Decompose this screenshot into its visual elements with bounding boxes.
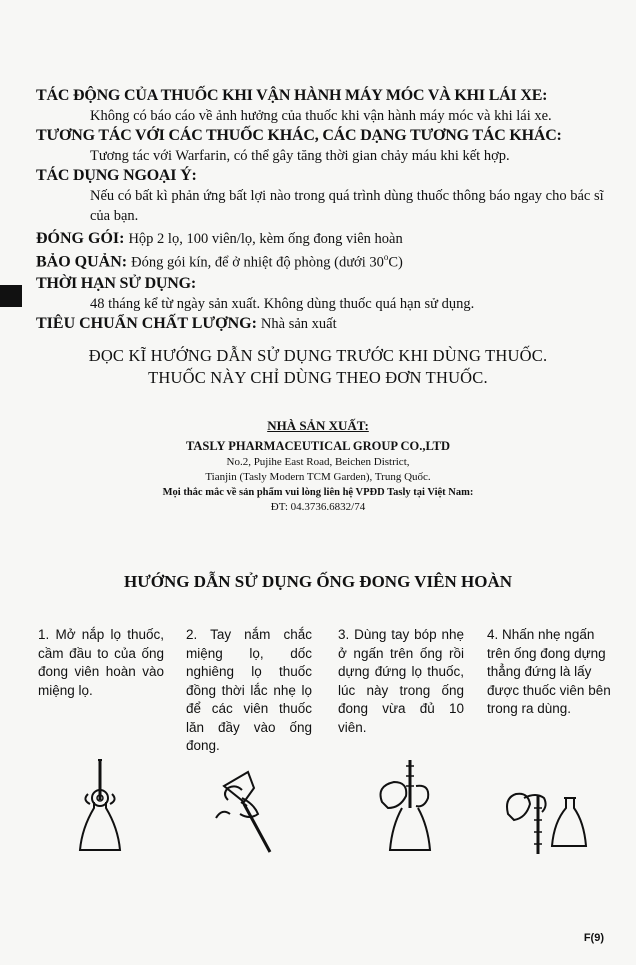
section-body: 48 tháng kể từ ngày sản xuất. Không dùng thuốc quá hạn sử dụng. xyxy=(90,296,475,312)
step-3-squeeze-illustration xyxy=(372,758,442,858)
section-body: Hộp 2 lọ, 100 viên/lọ, kèm ống đong viên hoàn xyxy=(128,231,403,247)
section-heading: TÁC DỤNG NGOẠI Ý: xyxy=(36,167,197,184)
warning-notice-line1: ĐỌC KĨ HƯỚNG DẪN SỬ DỤNG TRƯỚC KHI DÙNG THUỐC. xyxy=(88,346,548,365)
section-side-effects xyxy=(36,166,626,226)
guide-title: HƯỚNG DẪN SỬ DỤNG ỐNG ĐONG VIÊN HOÀN xyxy=(123,572,513,591)
section-heading: THỜI HẠN SỬ DỤNG: xyxy=(36,275,197,292)
edge-marker xyxy=(0,285,22,307)
manufacturer-contact: Mọi thắc mắc về sản phẩm vui lòng liên hệ VPĐD Tasly tại Việt Nam: xyxy=(162,487,474,498)
degree-sup: o xyxy=(383,252,389,262)
manufacturer-block xyxy=(0,418,636,515)
step-2-tilt-illustration xyxy=(214,758,284,858)
guide-step-2: 2. Tay nắm chắc miệng lọ, dốc nghiêng lọ thuốc đồng thời lắc nhẹ lọ để các viên thuốc lăn đầy vào ống đong. xyxy=(186,627,312,753)
manufacturer-phone: ĐT: 04.3736.6832/74 xyxy=(270,501,366,513)
step-4-dispense-illustration xyxy=(502,758,592,858)
guide-step-4: 4. Nhấn nhẹ ngấn trên ống đong dựng thẳng đứng là lấy được thuốc viên bên trong ra dùng. xyxy=(487,627,611,716)
manufacturer-address-1: No.2, Pujihe East Road, Beichen District, xyxy=(226,456,410,468)
section-quality-standard xyxy=(36,315,626,333)
section-heading: TƯƠNG TÁC VỚI CÁC THUỐC KHÁC, CÁC DẠNG TƯƠNG TÁC KHÁC: xyxy=(36,127,562,144)
section-body-end: C) xyxy=(388,254,403,271)
guide-step-1: 1. Mở nắp lọ thuốc, cầm đầu to của ống đong viên hoàn vào miệng lọ. xyxy=(38,627,164,698)
manufacturer-address-2: Tianjin (Tasly Modern TCM Garden), Trung Quốc. xyxy=(205,471,431,483)
section-heading: TIÊU CHUẨN CHẤT LƯỢNG: xyxy=(36,315,257,332)
section-shelf-life xyxy=(36,274,626,314)
section-body: Đóng gói kín, để ở nhiệt độ phòng (dưới 30 xyxy=(131,254,384,271)
manufacturer-title: NHÀ SẢN XUẤT: xyxy=(267,418,369,433)
section-heading: TÁC ĐỘNG CỦA THUỐC KHI VẬN HÀNH MÁY MÓC VÀ KHI LÁI XE: xyxy=(36,87,548,104)
section-interactions xyxy=(36,126,626,166)
section-storage xyxy=(36,252,626,271)
section-packaging xyxy=(36,230,626,248)
guide-step-3: 3. Dùng tay bóp nhẹ ở ngấn trên ống rồi dựng đứng lọ thuốc, lúc này trong ống đong vừa đủ 10 viên. xyxy=(338,627,464,735)
section-heading: ĐÓNG GÓI: xyxy=(36,230,125,247)
section-body: Nếu có bất kì phản ứng bất lợi nào trong quá trình dùng thuốc thông báo ngay cho bác sĩ của bạn. xyxy=(90,188,604,224)
section-body: Không có báo cáo về ảnh hưởng của thuốc khi vận hành máy móc và khi lái xe. xyxy=(90,108,552,124)
manufacturer-name: TASLY PHARMACEUTICAL GROUP CO.,LTD xyxy=(185,439,451,453)
step-1-bottle-illustration xyxy=(68,758,138,858)
section-body: Tương tác với Warfarin, có thể gây tăng thời gian chảy máu khi kết hợp. xyxy=(90,148,510,164)
section-driving xyxy=(36,86,626,126)
section-body: Nhà sản xuất xyxy=(260,316,337,332)
page-code: F(9) xyxy=(583,932,604,944)
section-heading: BẢO QUẢN: xyxy=(36,253,128,271)
warning-notice-line2: THUỐC NÀY CHỈ DÙNG THEO ĐƠN THUỐC. xyxy=(148,368,488,387)
